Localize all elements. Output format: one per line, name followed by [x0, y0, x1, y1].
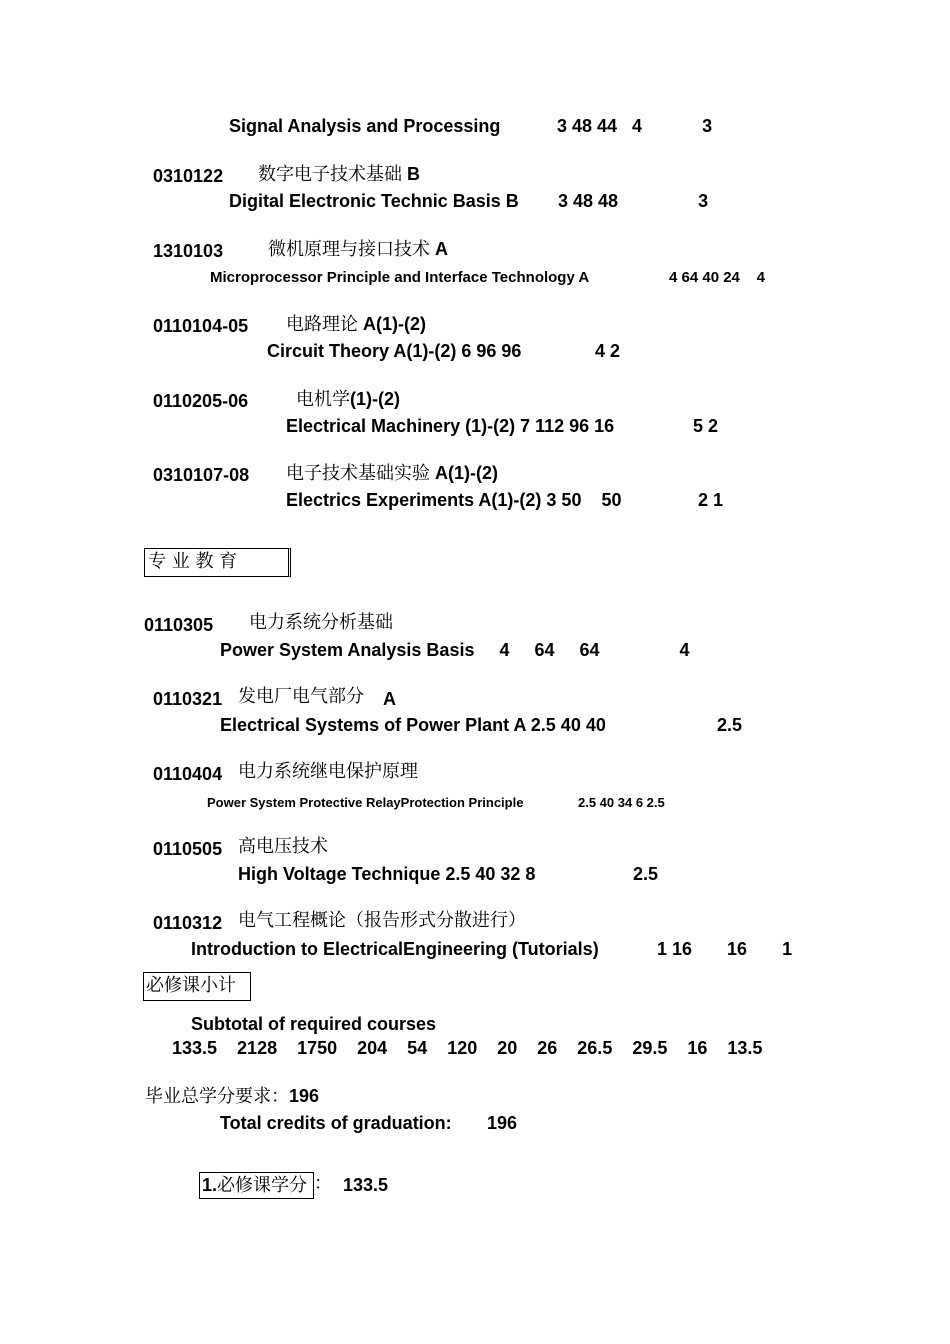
course-numbers: 4 2	[595, 341, 621, 361]
course-en-name: Electrics Experiments A(1)-(2) 3 50 50	[286, 490, 622, 510]
course-en-name: High Voltage Technique 2.5 40 32 8	[238, 864, 536, 884]
course-code: 0310107-08	[153, 465, 250, 485]
course-code: 0110312	[153, 913, 223, 933]
course-cn-name: 发电厂电气部分	[238, 686, 364, 707]
course-cn-text: 数字电子技术基础	[258, 164, 402, 185]
course-cn-name	[258, 165, 420, 184]
course-cn-name: 电气工程概论（报告形式分散进行）	[238, 910, 526, 931]
course-code: 0310122	[153, 166, 224, 186]
required-credits-colon: ：	[314, 1173, 332, 1194]
course-cn-suffix: A(1)-(2)	[430, 463, 498, 483]
required-credits-number: 1.	[202, 1175, 218, 1195]
course-en-name: Power System Analysis Basis 4 64 64 4	[220, 640, 690, 660]
graduation-requirement	[145, 1087, 319, 1106]
section-header-professional: 专 业 教 育	[144, 548, 291, 577]
course-cn-name	[268, 240, 448, 259]
course-numbers: 1 16 16 1	[657, 939, 793, 959]
course-cn-name: 电力系统继电保护原理	[238, 761, 418, 782]
course-numbers: 2.5	[717, 715, 743, 735]
course-en-name: Introduction to ElectricalEngineering (Tutorials)	[191, 939, 599, 959]
course-code: 0110205-06	[153, 391, 249, 411]
course-en-name: Digital Electronic Technic Basis B	[229, 191, 519, 211]
course-en-name: Signal Analysis and Processing	[229, 116, 501, 136]
course-code: 1310103	[153, 241, 224, 261]
subtotal-label-cn: 必修课小计	[143, 972, 251, 1001]
course-cn-suffix: A	[383, 689, 396, 709]
graduation-label-cn: 毕业总学分要求：	[145, 1086, 289, 1107]
course-cn-text: 电子技术基础实验	[286, 463, 430, 484]
course-numbers: 2 1	[698, 490, 724, 510]
course-cn-suffix: (1)-(2)	[350, 389, 400, 409]
course-en-name: Electrical Machinery (1)-(2) 7 112 96 16	[286, 416, 615, 436]
course-cn-suffix: A	[430, 239, 448, 259]
course-cn-text: 电路理论	[286, 314, 358, 335]
course-en-name: Microprocessor Principle and Interface Technology A	[210, 269, 590, 286]
course-code: 0110505	[153, 839, 223, 859]
course-cn-name: 高电压技术	[238, 836, 328, 857]
course-numbers: 3 48 44 4 3	[557, 116, 713, 136]
graduation-value: 196	[289, 1086, 320, 1106]
required-credits-label-cn: 必修课学分	[217, 1175, 308, 1196]
course-numbers: 2.5	[633, 864, 659, 884]
course-code: 0110104-05	[153, 316, 249, 336]
course-cn-suffix: B	[402, 164, 420, 184]
course-cn-name: 电力系统分析基础	[249, 612, 393, 633]
course-code: 0110404	[153, 764, 223, 784]
subtotal-values: 133.5 2128 1750 204 54 120 20 26 26.5 29.5 16 13.5	[172, 1038, 763, 1058]
course-numbers: 3 48 48 3	[558, 191, 709, 211]
graduation-label-en: Total credits of graduation:	[220, 1113, 452, 1133]
course-cn-name	[296, 390, 400, 409]
graduation-value-en: 196	[487, 1113, 518, 1133]
course-cn-name	[286, 315, 426, 334]
course-numbers: 2.5 40 34 6 2.5	[578, 795, 665, 810]
course-cn-text: 电机学	[296, 389, 350, 410]
course-en-name: Power System Protective RelayProtection Principle	[207, 795, 524, 810]
course-code: 0110321	[153, 689, 223, 709]
subtotal-label-en: Subtotal of required courses	[191, 1014, 437, 1034]
required-credits-value: 133.5	[343, 1175, 389, 1195]
course-code: 0110305	[144, 615, 214, 635]
course-cn-name	[286, 464, 498, 483]
course-en-name: Electrical Systems of Power Plant A 2.5 40 40	[220, 715, 606, 735]
course-en-name: Circuit Theory A(1)-(2) 6 96 96	[267, 341, 522, 361]
course-cn-suffix: A(1)-(2)	[358, 314, 426, 334]
required-credits-label	[199, 1172, 314, 1199]
course-numbers: 4 64 40 24 4	[669, 269, 765, 286]
course-cn-text: 微机原理与接口技术	[268, 239, 430, 260]
course-numbers: 5 2	[693, 416, 719, 436]
